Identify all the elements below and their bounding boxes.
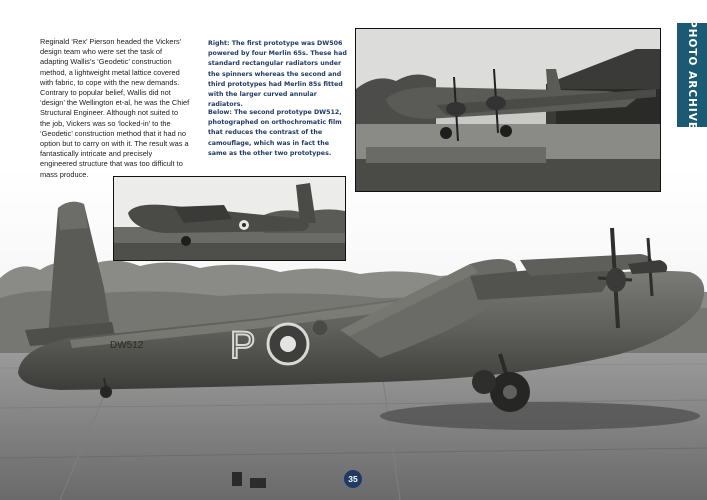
section-tab	[677, 19, 707, 131]
code-letter: P	[230, 325, 256, 367]
caption-right: Right: The first prototype was DW506 powered by four Merlin 65s. These had standard rectangular radiators under the spinners whereas the second and third prototypes had Merlin 85s fitted with the larger curved annular radiators.	[208, 40, 347, 109]
serial-marking: DW512	[110, 340, 144, 351]
caption-below: Below: The second prototype DW512, photographed on orthochromatic film that reduces the contrast of the camouflage, which was in fact the same as the other two prototypes.	[208, 109, 342, 157]
photo-prototype-dw512-ortho	[113, 176, 346, 261]
photo-prototype-dw506	[355, 28, 661, 192]
main-photo-dw512	[0, 168, 707, 500]
page-number: 35	[344, 470, 362, 488]
section-tab-label: PHOTO ARCHIVE	[686, 19, 698, 131]
article-body-text: Reginald ‘Rex’ Pierson headed the Vickers’ design team who were set the task of adapting Wallis’s ‘Geodetic’ construction method, a lightweight metal lattice covered with fabric, to cope with the new demands. Contrary to popular belief, Wallis did not ‘design’ the Wellington et-al, he was the Chief Structural Engineer. Although not suited to the job, Vickers was so ‘locked-in’ to the ‘Geodetic’ construction method that it had no option but to carry on with it. The result was a fantastically intricate and precisely engineered structure that was too difficult to mass produce.	[40, 37, 190, 179]
